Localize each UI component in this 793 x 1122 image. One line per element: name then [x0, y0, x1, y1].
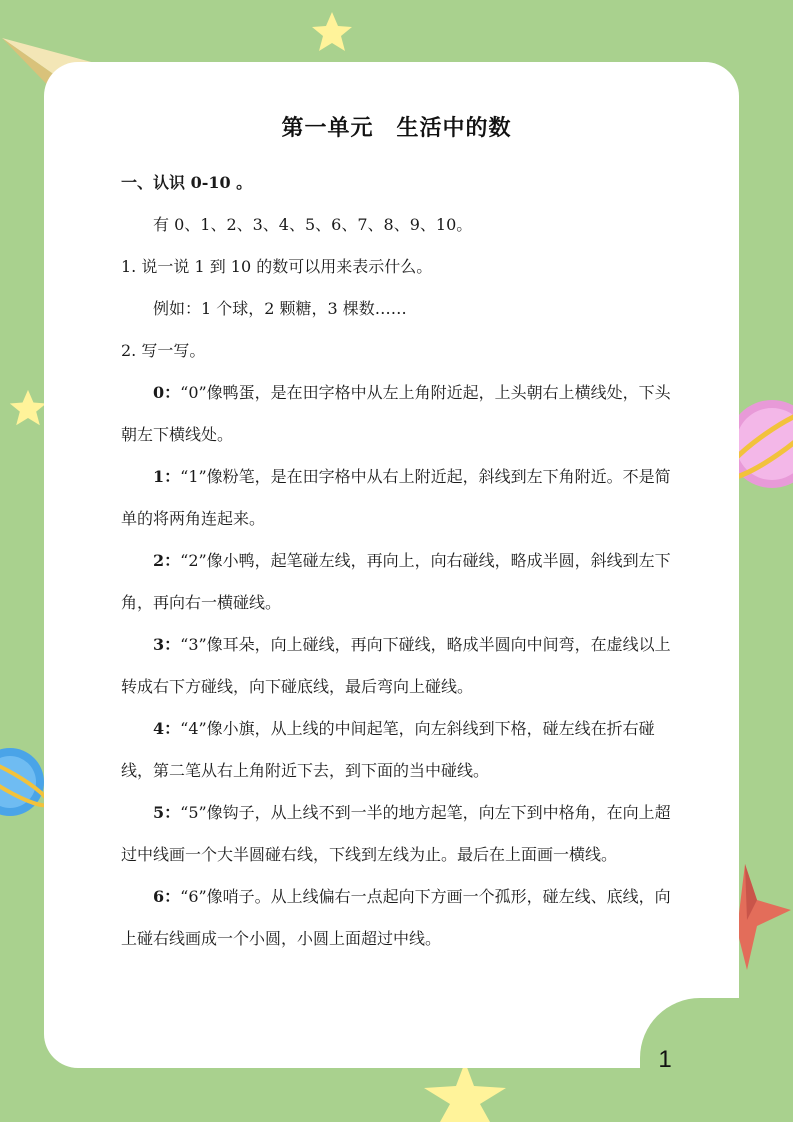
digit-label: 2： [153, 551, 181, 570]
digit-text: “0”像鸭蛋，是在田字格中从左上角附近起，上头朝右上横线处，下头朝左下横线处。 [121, 383, 671, 444]
star-icon [310, 10, 354, 54]
intro-text: 有 0、1、2、3、4、5、6、7、8、9、10。 [153, 215, 473, 234]
question-1-example: 例如：1 个球，2 颗糖，3 棵数…… [153, 299, 407, 318]
digit-text: “1”像粉笔，是在田字格中从右上附近起，斜线到左下角附近。不是简单的将两角连起来。 [121, 467, 671, 528]
lesson-content [121, 162, 677, 960]
planet-blue-icon [0, 740, 44, 826]
digit-label: 3： [153, 635, 181, 654]
star-red-icon [735, 860, 793, 990]
digit-text: “3”像耳朵，向上碰线，再向下碰线，略成半圆向中间弯，在虚线以上转成右下方碰线，向下碰底线，最后弯向上碰线。 [121, 635, 671, 696]
digit-item [121, 456, 677, 540]
digit-item [121, 792, 677, 876]
digit-label: 5： [153, 803, 181, 822]
page-title: 第一单元 生活中的数 [281, 115, 512, 141]
digit-item [121, 372, 677, 456]
section-heading: 一、认识 0-10 。 [121, 173, 253, 192]
digit-item [121, 708, 677, 792]
digit-text: “6”像哨子。从上线偏右一点起向下方画一个孤形，碰左线、底线，向上碰右线画成一个小圆，小圆上面超过中线。 [121, 887, 671, 948]
page-number: 1 [658, 1046, 672, 1073]
digit-label: 1： [153, 467, 181, 486]
digit-label: 0： [153, 383, 181, 402]
star-icon [420, 1060, 510, 1122]
digit-item [121, 876, 677, 960]
digit-item [121, 540, 677, 624]
question-1: 1. 说一说 1 到 10 的数可以用来表示什么。 [121, 257, 433, 276]
digit-label: 6： [153, 887, 181, 906]
digit-label: 4： [153, 719, 181, 738]
digit-text: “5”像钩子，从上线不到一半的地方起笔，向左下到中格角，在向上超过中线画一个大半圆碰右线，下线到左线为止。最后在上面画一横线。 [121, 803, 671, 864]
digit-text: “2”像小鸭，起笔碰左线，再向上，向右碰线，略成半圆，斜线到左下角，再向右一横碰线。 [121, 551, 671, 612]
star-icon [8, 388, 48, 428]
digit-item [121, 624, 677, 708]
planet-pink-icon [732, 386, 793, 506]
question-2: 2. 写一写。 [121, 341, 206, 360]
digit-text: “4”像小旗，从上线的中间起笔，向左斜线到下格，碰左线在折右碰线，第二笔从右上角附近下去，到下面的当中碰线。 [121, 719, 655, 780]
